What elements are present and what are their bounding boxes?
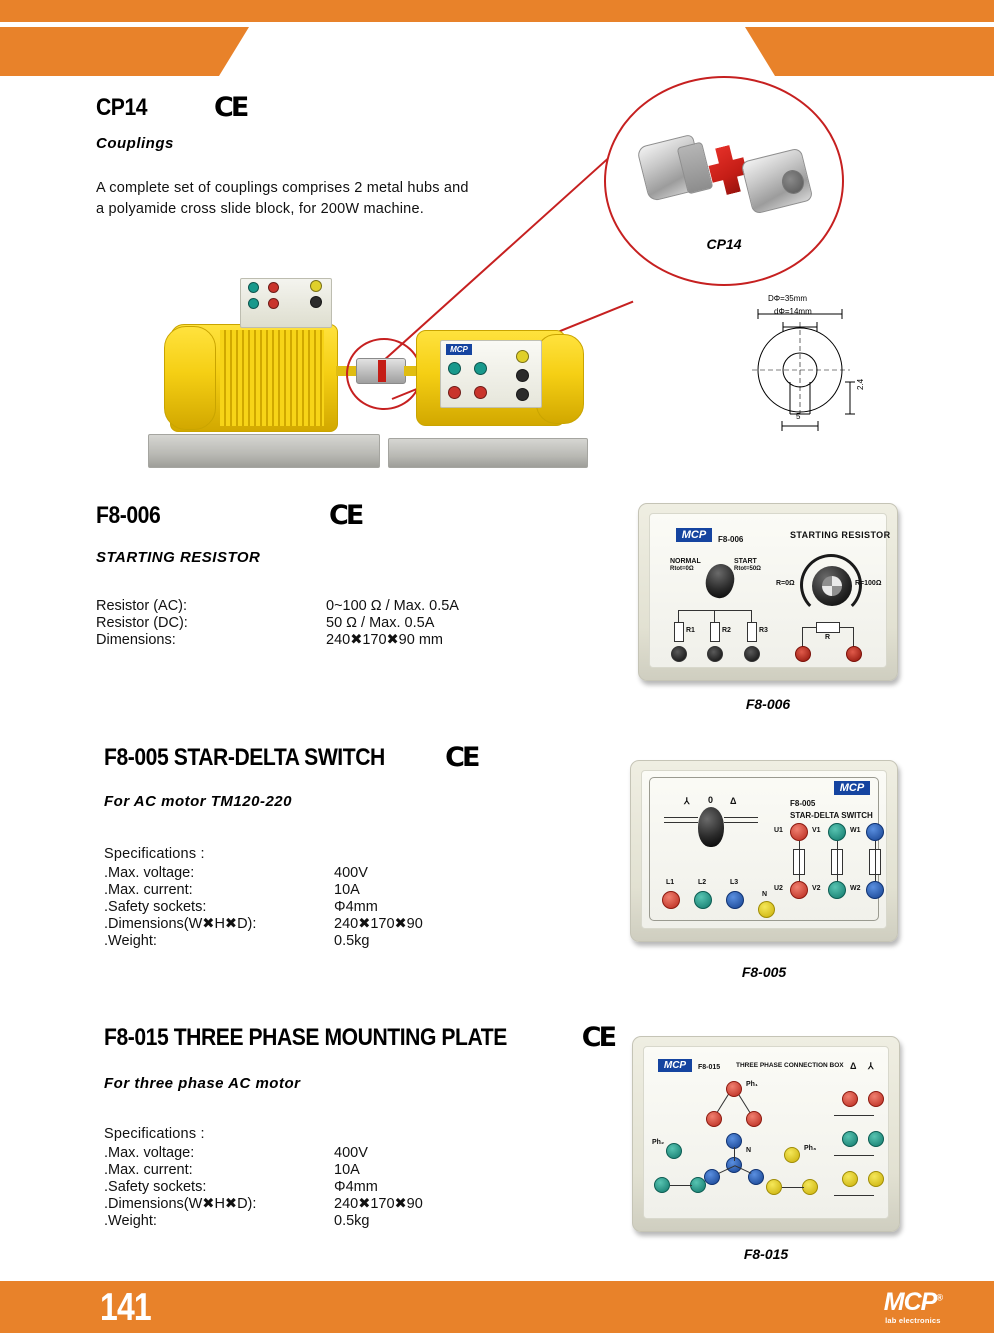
socket-yellow-left[interactable] [766,1179,782,1195]
f8005-specs-heading: Specifications : [104,846,205,862]
panel-model-label: F8-005 [790,799,816,808]
socket-blue-left[interactable] [704,1169,720,1185]
table-row [104,1145,423,1162]
table-row [104,899,423,916]
star-delta-selector-knob[interactable] [698,807,724,847]
gen-socket-a2 [474,386,487,399]
page-footer [0,1281,994,1333]
f8015-specs-table [104,1145,423,1230]
section-f8005 [104,742,604,950]
socket-v1[interactable] [828,823,846,841]
spec-value: 0.5kg [334,933,370,950]
winding-label-v1: V1 [812,827,821,834]
gen-socket-dark2 [516,388,529,401]
footer-logo [884,1290,942,1325]
spec-label: .Max. current: [104,1162,193,1179]
socket-col-yellow-2[interactable] [868,1171,884,1187]
table-row [104,1179,423,1196]
potentiometer-knob-center [822,576,842,596]
f8006-heading-row [96,500,596,531]
spec-label: .Weight: [104,1213,157,1230]
blue-wire-vertical [734,1147,735,1161]
socket-col-yellow-1[interactable] [842,1171,858,1187]
table-row [104,1213,423,1230]
f8006-panel-face [649,513,891,668]
cp14-description-line1: A complete set of couplings comprises 2 metal hubs and [96,180,469,196]
table-row [104,1196,423,1213]
motor-socket-5 [310,280,322,292]
pot-max-label: R=100Ω [855,580,882,587]
f8005-product-code: F8-005 STAR-DELTA SWITCH [104,743,385,771]
line-label-l3: L3 [730,879,739,886]
f8005-specs-table [104,865,423,950]
spec-value: Φ4mm [334,1179,378,1196]
col-symbol-wire-2 [834,1155,874,1156]
switch-pos-off: 0 [708,795,714,805]
socket-r1[interactable] [671,646,687,662]
resistor-symbol-r2 [710,622,720,642]
f8005-panel-face [641,770,887,929]
socket-col-red-1[interactable] [842,1091,858,1107]
motor-socket-1 [248,282,259,293]
dim-slot-width: 5 [796,412,801,421]
table-row [104,865,423,882]
dim-inner-diameter: dΦ=14mm [774,307,812,316]
switch-normal-label: NORMAL [670,558,701,565]
panel-title-label: THREE PHASE CONNECTION BOX [736,1062,844,1069]
section-f8006 [96,500,596,649]
f8015-panel-photo [632,1036,900,1232]
socket-u2[interactable] [790,881,808,899]
spec-value: 10A [334,882,360,899]
switch-normal-value: Rtot=0Ω [670,566,694,572]
gen-socket-t2 [474,362,487,375]
f8015-product-code: F8-015 THREE PHASE MOUNTING PLATE [104,1023,507,1051]
spec-value: 240✖170✖90 [334,1196,423,1213]
table-row [96,615,459,632]
table-row [104,882,423,899]
winding-wire-u [799,841,800,883]
registered-trademark-icon: ® [936,1292,942,1303]
switch-line-right [724,817,758,818]
winding-label-w2: W2 [850,885,861,892]
f8006-specs-table [96,598,459,649]
socket-v2[interactable] [828,881,846,899]
motor-base-plate-left [148,434,380,468]
mode-selector-knob[interactable] [701,561,738,602]
socket-yellow-top[interactable] [784,1147,800,1163]
panel-mcp-logo: MCP [658,1059,692,1072]
f8005-heading-row [104,742,604,773]
ac-motor-end-cap [164,326,216,430]
socket-pot-2[interactable] [846,646,862,662]
resistor-label-r1: R1 [686,627,695,634]
gen-socket-t1 [448,362,461,375]
socket-col-red-2[interactable] [868,1091,884,1107]
dim-slot-depth: 2.4 [856,378,865,390]
motor-socket-6 [310,296,322,308]
spec-value: Φ4mm [334,899,378,916]
spec-label: .Max. current: [104,882,193,899]
winding-wire-w [875,841,876,883]
f8006-panel-photo [638,503,898,681]
socket-yellow-right[interactable] [802,1179,818,1195]
f8015-subtitle: For three phase AC motor [104,1075,301,1092]
gen-socket-dark1 [516,369,529,382]
spec-label: .Dimensions(W✖H✖D): [104,916,257,933]
winding-label-u1: U1 [774,827,783,834]
panel-mcp-logo: MCP [676,528,712,542]
symbol-delta: Δ [850,1061,857,1071]
panel-title-label: STAR-DELTA SWITCH [790,811,873,820]
dimension-drawing-svg [738,292,903,442]
socket-w1[interactable] [866,823,884,841]
socket-green-right[interactable] [690,1177,706,1193]
pot-symbol-box [816,622,840,633]
coupling-highlight-circle [346,338,422,410]
winding-label-v2: V2 [812,885,821,892]
resistor-symbol-r1 [674,622,684,642]
spec-label: .Safety sockets: [104,899,207,916]
page-title: MOTOR ACCESSORY [348,36,646,66]
table-row [104,933,423,950]
pot-wire-down-right [853,627,854,647]
col-symbol-wire-3 [834,1195,874,1196]
pot-wire-down-left [802,627,803,647]
line-label-l2: L2 [698,879,707,886]
socket-red-right[interactable] [746,1111,762,1127]
ce-mark-icon: CE [329,500,362,531]
f8015-heading-row [104,1022,624,1053]
cp14-subtitle: Couplings [96,135,174,152]
f8005-subtitle: For AC motor TM120-220 [104,793,292,810]
phase-label-3: Ph₃ [804,1145,817,1152]
resistor-label-r3: R3 [759,627,768,634]
motor-socket-4 [268,298,279,309]
spec-label: Resistor (DC): [96,615,188,631]
ce-mark-icon: CE [445,742,478,773]
cp14-heading-row [96,92,576,123]
spec-label: .Safety sockets: [104,1179,207,1196]
pot-symbol-label: R [825,634,831,641]
gen-socket-gnd [516,350,529,363]
spec-value: 0.5kg [334,1213,370,1230]
footer-logo-text: MCP® [883,1288,942,1316]
socket-r2[interactable] [707,646,723,662]
switch-pos-delta: Δ [730,796,737,806]
table-row [104,916,423,933]
motor-assembly-photo [148,268,588,468]
socket-green-left[interactable] [654,1177,670,1193]
generator-mcp-logo: MCP [446,344,472,355]
f8015-specs-heading: Specifications : [104,1126,205,1142]
spec-value: 0~100 Ω / Max. 0.5A [326,598,459,614]
dc-generator-end-cap [536,334,584,424]
neutral-label: N [762,891,768,898]
ce-mark-icon: CE [214,92,247,123]
pot-wire-left [802,627,816,628]
spec-value: 240✖170✖90 [334,916,423,933]
socket-l3[interactable] [726,891,744,909]
f8015-panel-face [643,1046,889,1219]
green-wire-bottom [670,1185,692,1186]
header-top-strip [0,0,994,22]
spec-value: 50 Ω / Max. 0.5A [326,615,435,631]
phase-label-2: Ph₂ [652,1139,665,1146]
symbol-star: ⅄ [868,1061,874,1071]
spec-value: 400V [334,1145,368,1162]
socket-col-green-2[interactable] [868,1131,884,1147]
socket-l2[interactable] [694,891,712,909]
panel-model-label: F8-015 [698,1064,721,1071]
switch-line-left [664,817,698,818]
resistor-symbol-r3 [747,622,757,642]
page-header [0,0,994,86]
pot-min-label: R=0Ω [776,580,795,587]
switch-line-left2 [664,822,698,823]
spec-label: .Max. voltage: [104,1145,195,1162]
panel-model-label: F8-006 [718,535,744,544]
spec-label: .Weight: [104,933,157,950]
winding-wire-v [837,841,838,883]
ladder-wire-v2 [714,610,715,622]
ac-motor-cooling-fins [220,330,324,426]
spec-label: .Dimensions(W✖H✖D): [104,1196,257,1213]
switch-line-right2 [724,822,758,823]
yellow-wire-bottom [782,1187,804,1188]
socket-col-green-1[interactable] [842,1131,858,1147]
table-row [96,598,459,615]
panel-title-label: STARTING RESISTOR [790,530,891,540]
f8005-panel-photo [630,760,898,942]
socket-pot-1[interactable] [795,646,811,662]
motor-socket-3 [248,298,259,309]
dim-outer-diameter: DΦ=35mm [768,294,808,303]
motor-base-plate-right [388,438,588,468]
cp14-product-code: CP14 [96,93,148,121]
pot-wire-right [840,627,854,628]
switch-pos-star: ⅄ [684,796,690,806]
spec-value: 400V [334,865,368,882]
f8006-product-code: F8-006 [96,501,161,529]
table-row [104,1162,423,1179]
socket-l1[interactable] [662,891,680,909]
page-number: 141 [100,1286,151,1329]
section-f8015 [104,1022,624,1230]
coupling-dimension-drawing [738,292,903,442]
spec-label: Resistor (AC): [96,598,188,614]
ladder-wire-v3 [751,610,752,622]
f8005-photo-caption: F8-005 [741,964,787,980]
f8006-subtitle: STARTING RESISTOR [96,549,261,566]
spec-label: Dimensions: [96,632,176,648]
col-symbol-wire-1 [834,1115,874,1116]
resistor-label-r2: R2 [722,627,731,634]
switch-start-value: Rtot=50Ω [734,566,761,572]
cp14-detail-circle [604,76,844,286]
cp14-description-line2: a polyamide cross slide block, for 200W machine. [96,201,424,218]
footer-logo-subtitle: lab electronics [885,1316,941,1325]
socket-red-left[interactable] [706,1111,722,1127]
phase-label-1: Ph₁ [746,1081,758,1088]
socket-r3[interactable] [744,646,760,662]
cp14-detail-caption: CP14 [706,236,742,252]
spec-label: .Max. voltage: [104,865,195,882]
switch-start-label: START [734,558,757,565]
spec-value: 10A [334,1162,360,1179]
socket-green-top[interactable] [666,1143,682,1159]
socket-n[interactable] [758,901,775,918]
winding-label-w1: W1 [850,827,861,834]
motor-socket-2 [268,282,279,293]
ladder-wire-v1 [678,610,679,622]
socket-red-top[interactable] [726,1081,742,1097]
winding-label-u2: U2 [774,885,783,892]
line-label-l1: L1 [666,879,675,886]
section-cp14 [96,92,576,220]
socket-u1[interactable] [790,823,808,841]
neutral-label: N [746,1147,752,1154]
f8006-photo-caption: F8-006 [745,696,791,712]
ce-mark-icon: CE [581,1022,615,1053]
socket-w2[interactable] [866,881,884,899]
panel-mcp-logo: MCP [834,781,870,795]
gen-socket-a1 [448,386,461,399]
cp14-description [96,178,566,220]
table-row [96,632,459,649]
f8015-photo-caption: F8-015 [743,1246,789,1262]
spec-value: 240✖170✖90 mm [326,632,443,648]
